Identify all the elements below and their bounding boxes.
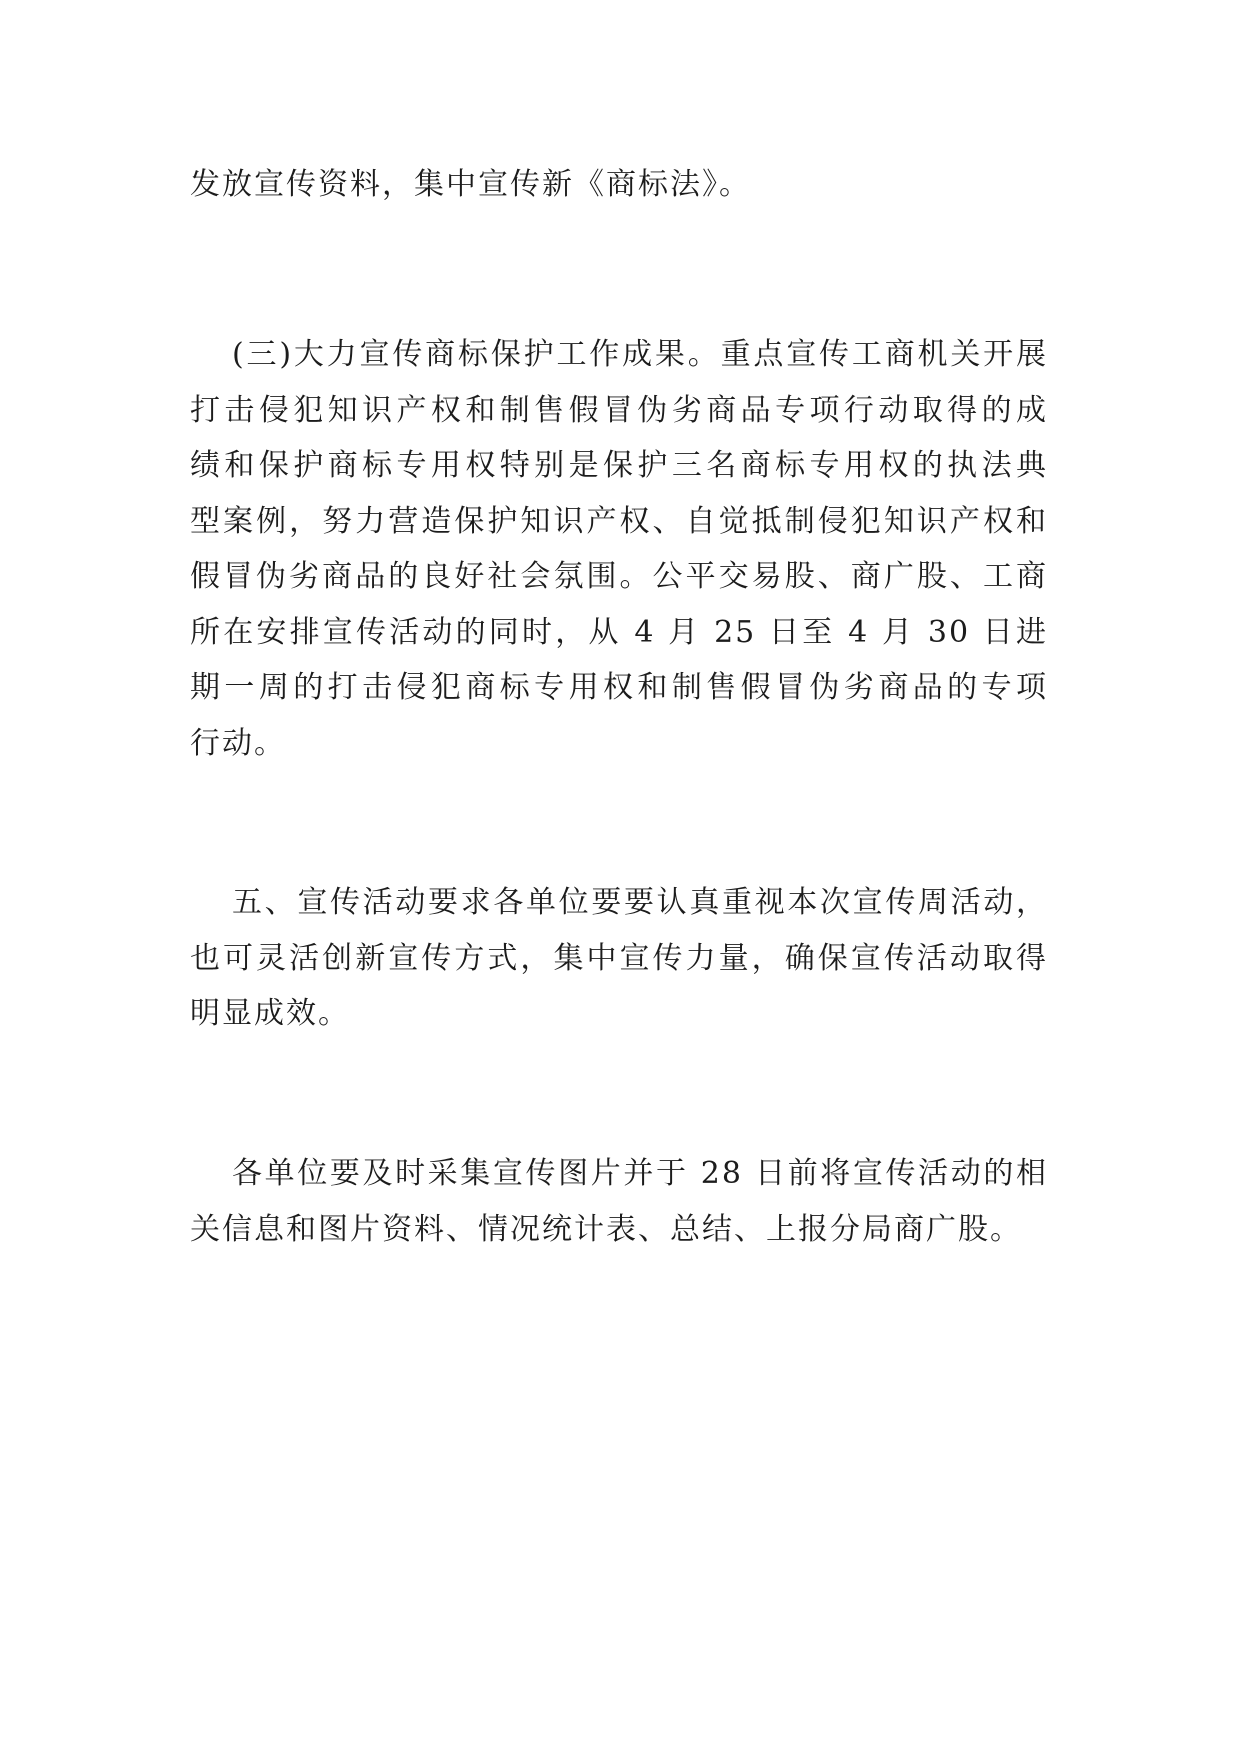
text-line: 明显成效。 (190, 996, 350, 1031)
text-line: 期一周的打击侵犯商标专用权和制售假冒伪劣商品的专项 (190, 670, 1048, 705)
text-line: 发放宣传资料，集中宣传新《商标法》。 (190, 167, 751, 202)
text-line: 假冒伪劣商品的良好社会氛围。公平交易股、商广股、工商 (190, 559, 1048, 594)
text-line: 也可灵活创新宣传方式，集中宣传力量，确保宣传活动取得 (190, 940, 1048, 976)
paragraph-requirements (190, 875, 1048, 1042)
text-line: 绩和保护商标专用权特别是保护三名商标专用权的执法典 (190, 448, 1048, 483)
text-line: 打击侵犯知识产权和制售假冒伪劣商品专项行动取得的成 (190, 392, 1048, 428)
text-line: 五、宣传活动要求各单位要要认真重视本次宣传周活动， (232, 885, 1048, 920)
text-line: 所在安排宣传活动的同时，从 4 月 25 日至 4 月 30 日进 (190, 614, 1048, 650)
paragraph-reporting (190, 1146, 1048, 1257)
text-line: 各单位要及时采集宣传图片并于 28 日前将宣传活动的相 (232, 1156, 1048, 1191)
text-line: 型案例，努力营造保护知识产权、自觉抵制侵犯知识产权和 (190, 503, 1048, 539)
paragraph-section-three (190, 327, 1048, 771)
text-line: (三)大力宣传商标保护工作成果。重点宣传工商机关开展 (232, 337, 1048, 372)
text-line: 行动。 (190, 725, 286, 761)
text-line: 关信息和图片资料、情况统计表、总结、上报分局商广股。 (190, 1211, 1022, 1247)
paragraph-continuation (190, 157, 1048, 213)
